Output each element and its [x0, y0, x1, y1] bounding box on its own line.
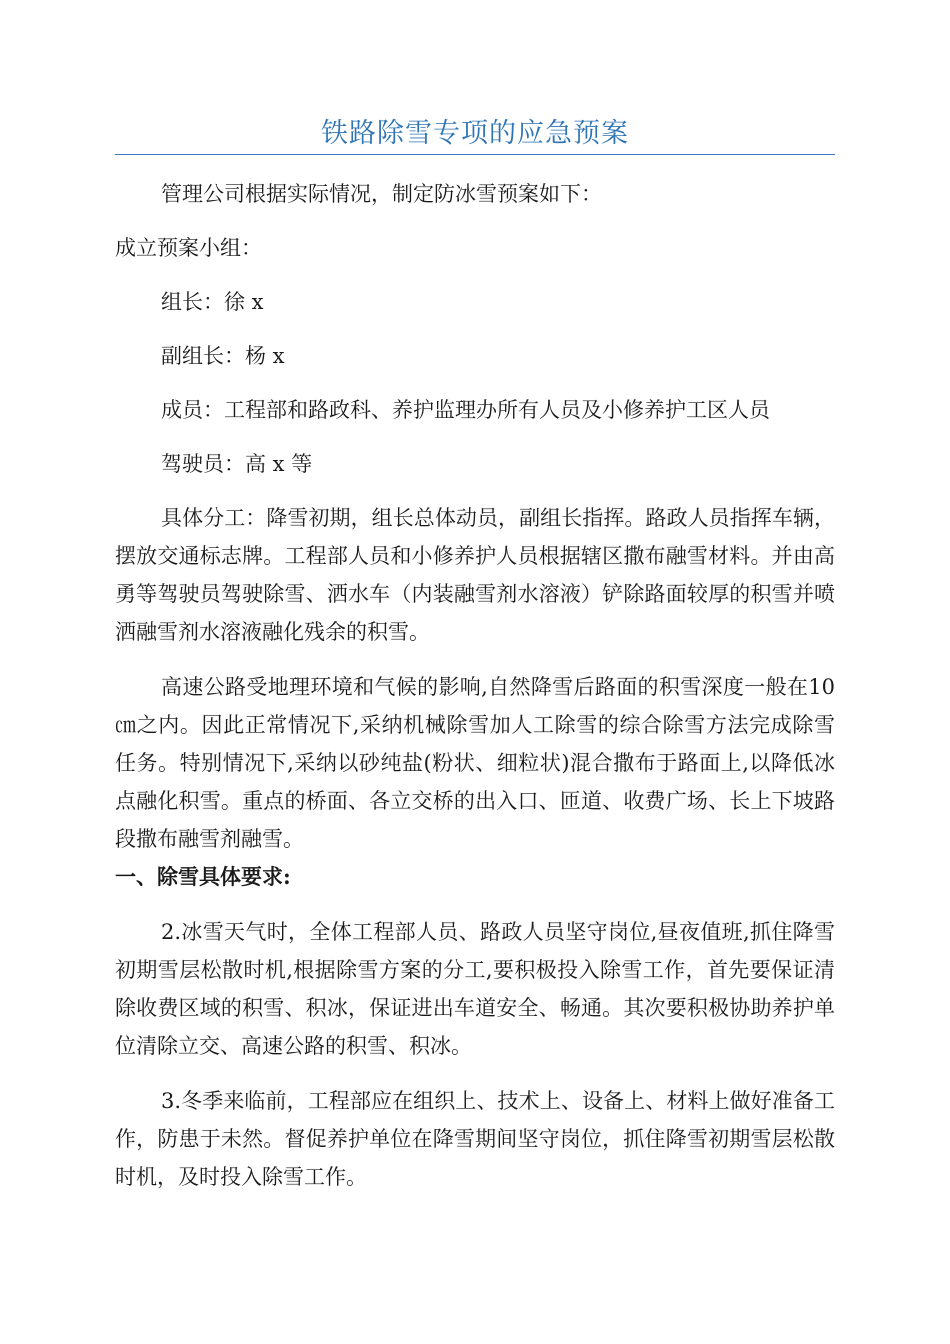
driver-line: 驾驶员：高 x 等 — [161, 452, 313, 476]
intro-paragraph: 管理公司根据实际情况，制定防冰雪预案如下： — [161, 182, 602, 206]
division-paragraph: 具体分工：降雪初期，组长总体动员，副组长指挥。路政人员指挥车辆，摆放交通标志牌。工程部人员和小修养护人员根据辖区撒布融雪材料。并由高勇等驾驶员驾驶除雪、洒水车（内装融雪剂水溶液）铲除路面较厚的积雪并喷洒融雪剂水溶液融化残余的积雪。 — [115, 506, 835, 644]
members-line: 成员：工程部和路政科、养护监理办所有人员及小修养护工区人员 — [161, 398, 770, 422]
requirement-paragraph-3: 3.冬季来临前，工程部应在组织上、技术上、设备上、材料上做好准备工作，防患于未然。督促养护单位在降雪期间坚守岗位，抓住降雪初期雪层松散时机，及时投入除雪工作。 — [115, 1089, 835, 1189]
requirement-paragraph-2: 2.冰雪天气时，全体工程部人员、路政人员坚守岗位,昼夜值班,抓住降雪初期雪层松散时机,根据除雪方案的分工,要积极投入除雪工作，首先要保证清除收费区域的积雪、积冰，保证进出车道安全、畅通。其次要积极协助养护单位清除立交、高速公路的积雪、积冰。 — [115, 920, 835, 1058]
group-heading: 成立预案小组： — [115, 236, 262, 260]
document-title: 铁路除雪专项的应急预案 — [321, 118, 629, 149]
highway-paragraph: 高速公路受地理环境和气候的影响,自然降雪后路面的积雪深度一般在10㎝之内。因此正常情况下,采纳机械除雪加人工除雪的综合除雪方法完成除雪任务。特别情况下,采纳以砂纯盐(粉状、细粒状)混合撒布于路面上,以降低冰点融化积雪。重点的桥面、各立交桥的出入口、匝道、收费广场、长上下坡路段撒布融雪剂融雪。 — [115, 675, 835, 851]
document-body — [115, 175, 835, 1196]
deputy-leader-line: 副组长：杨 x — [161, 344, 285, 368]
leader-line: 组长：徐 x — [161, 290, 264, 314]
section-heading: 一、除雪具体要求: — [115, 864, 291, 889]
title-underline — [115, 154, 835, 155]
